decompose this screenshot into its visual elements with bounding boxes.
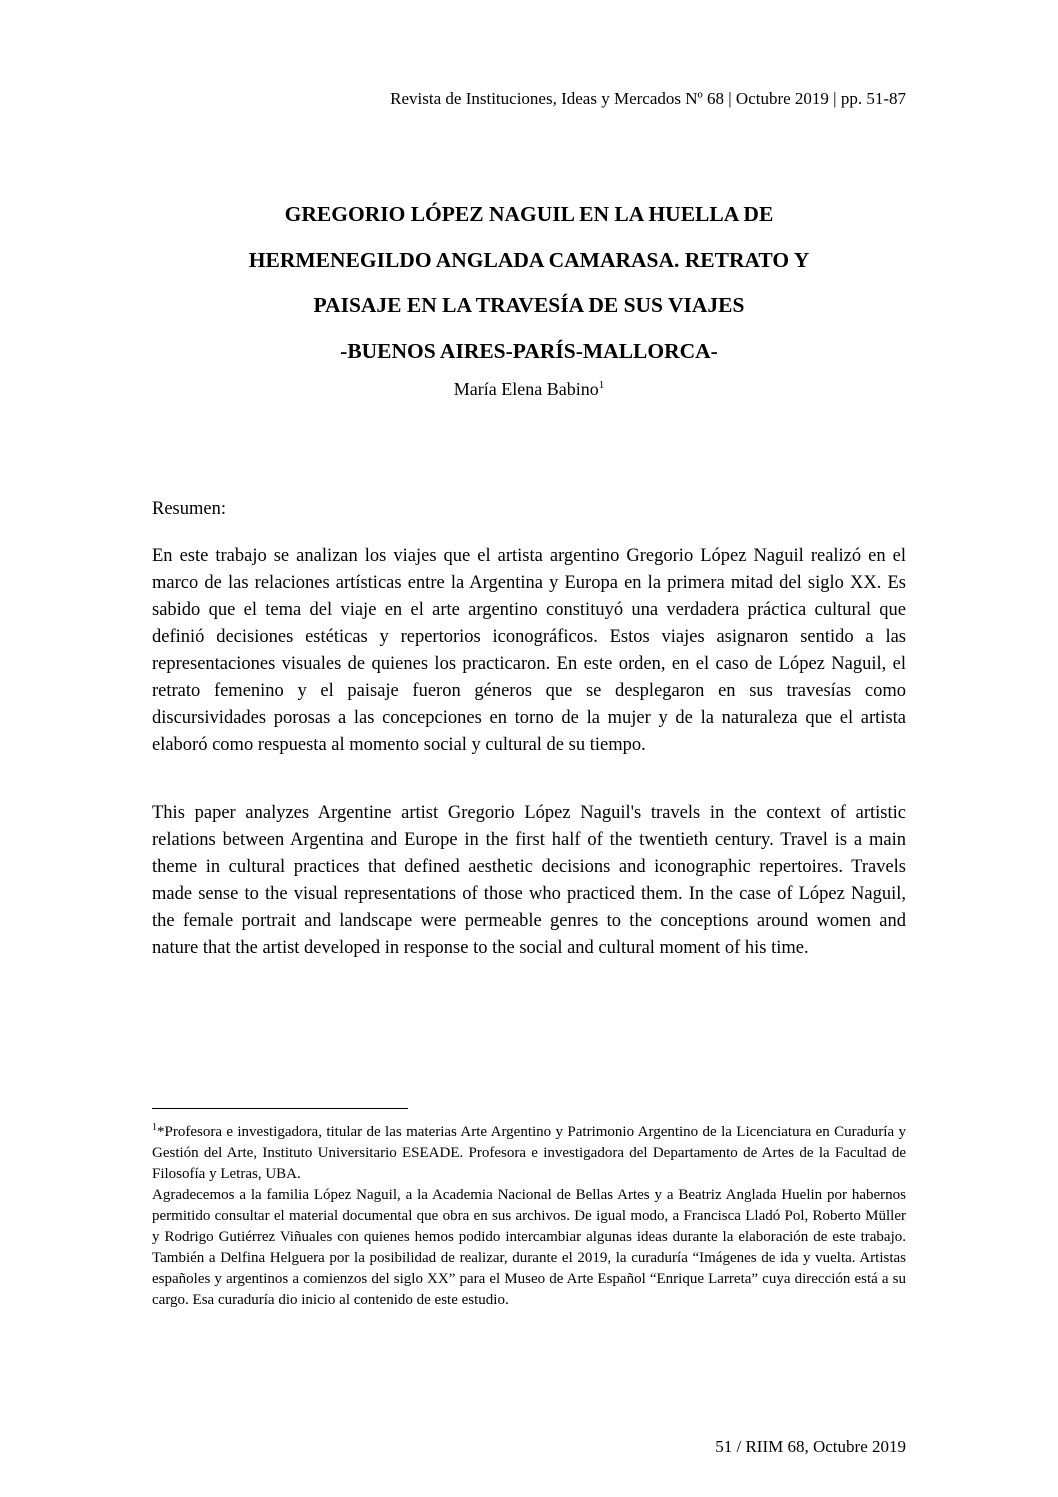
title-line: -BUENOS AIRES-PARÍS-MALLORCA- xyxy=(340,338,718,363)
footnote-marker: 1 xyxy=(152,1122,157,1133)
running-header: Revista de Instituciones, Ideas y Mercados Nº 68 | Octubre 2019 | pp. 51-87 xyxy=(390,89,906,108)
footnote-separator xyxy=(152,1108,408,1109)
footnote-acknowledgements: Agradecemos a la familia López Naguil, a la Academia Nacional de Bellas Artes y a Beatriz Anglada Huelin por habernos permitido consultar el material documental que obra en sus archivos. De igual modo, a Francisca Lladó Pol, Roberto Müller y Rodrigo Gutiérrez Viñuales con quienes hemos podido intercambiar algunas ideas durante la elaboración de este trabajo. También a Delfina Helguera por la posibilidad de realizar, durante el 2019, la curaduría “Imágenes de ida y vuelta. Artistas españoles y argentinos a comienzos del siglo XX” para el Museo de Arte Español “Enrique Larreta” cuya dirección está a su cargo. Esa curaduría dio inicio al contenido de este estudio. xyxy=(152,1187,906,1308)
footnote-1-text: *Profesora e investigadora, titular de las materias Arte Argentino y Patrimonio Argentino de la Licenciatura en Curaduría y Gestión del Arte, Instituto Universitario ESEADE. Profesora e investigadora del Departamento de Artes de la Facultad de Filosofía y Letras, UBA. xyxy=(152,1124,906,1182)
title-line: HERMENEGILDO ANGLADA CAMARASA. RETRATO Y xyxy=(248,247,810,272)
author-name: María Elena Babino xyxy=(453,379,599,399)
title-line: PAISAJE EN LA TRAVESÍA DE SUS VIAJES xyxy=(313,293,745,317)
abstract-heading: Resumen: xyxy=(152,499,226,519)
title-line: GREGORIO LÓPEZ NAGUIL EN LA HUELLA DE xyxy=(284,202,774,226)
article-title xyxy=(152,192,906,374)
footnote-1 xyxy=(152,1122,906,1185)
author-footnote-ref[interactable]: 1 xyxy=(598,379,605,391)
author-line xyxy=(152,377,906,401)
footnotes xyxy=(152,1122,906,1311)
abstract-spanish: En este trabajo se analizan los viajes que el artista argentino Gregorio López Naguil realizó en el marco de las relaciones artísticas entre la Argentina y Europa en la primera mitad del siglo XX. Es sabido que el tema del viaje en el arte argentino constituyó una verdadera práctica cultural que definió decisiones estéticas y repertorios iconográficos. Estos viajes asignaron sentido a las representaciones visuales de quienes los practicaron. En este orden, en el caso de López Naguil, el retrato femenino y el paisaje fueron géneros que se desplegaron en sus travesías como discursividades porosas a las concepciones en torno de la mujer y de la naturaleza que el artista elaboró como respuesta al momento social y cultural de su tiempo. xyxy=(152,546,906,755)
abstract-english: This paper analyzes Argentine artist Gregorio López Naguil's travels in the context of artistic relations between Argentina and Europe in the first half of the twentieth century. Travel is a main theme in cultural practices that defined aesthetic decisions and iconographic repertoires. Travels made sense to the visual representations of those who practiced them. In the case of López Naguil, the female portrait and landscape were permeable genres to the conceptions around women and nature that the artist developed in response to the social and cultural moment of his time. xyxy=(152,803,906,958)
page-footer: 51 / RIIM 68, Octubre 2019 xyxy=(715,1437,906,1456)
